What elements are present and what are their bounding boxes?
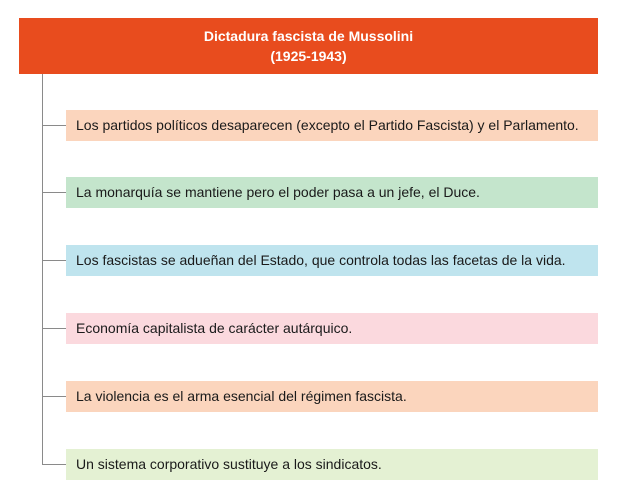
item-box-4: Economía capitalista de carácter autárquico. — [66, 313, 598, 344]
connector-branch — [42, 328, 66, 329]
diagram-header — [19, 18, 598, 74]
item-box-1: Los partidos políticos desaparecen (excepto el Partido Fascista) y el Parlamento. — [66, 110, 598, 141]
connector-spine — [42, 74, 43, 465]
item-box-3: Los fascistas se adueñan del Estado, que controla todas las facetas de la vida. — [66, 245, 598, 276]
connector-branch — [42, 396, 66, 397]
connector-branch — [42, 125, 66, 126]
item-box-5: La violencia es el arma esencial del régimen fascista. — [66, 381, 598, 412]
header-title: Dictadura fascista de Mussolini — [203, 28, 414, 44]
connector-branch — [42, 192, 66, 193]
connector-branch — [42, 260, 66, 261]
item-box-2: La monarquía se mantiene pero el poder pasa a un jefe, el Duce. — [66, 177, 598, 208]
item-box-6: Un sistema corporativo sustituye a los sindicatos. — [66, 449, 598, 480]
header-subtitle: (1925-1943) — [270, 48, 347, 64]
connector-branch — [42, 464, 66, 465]
